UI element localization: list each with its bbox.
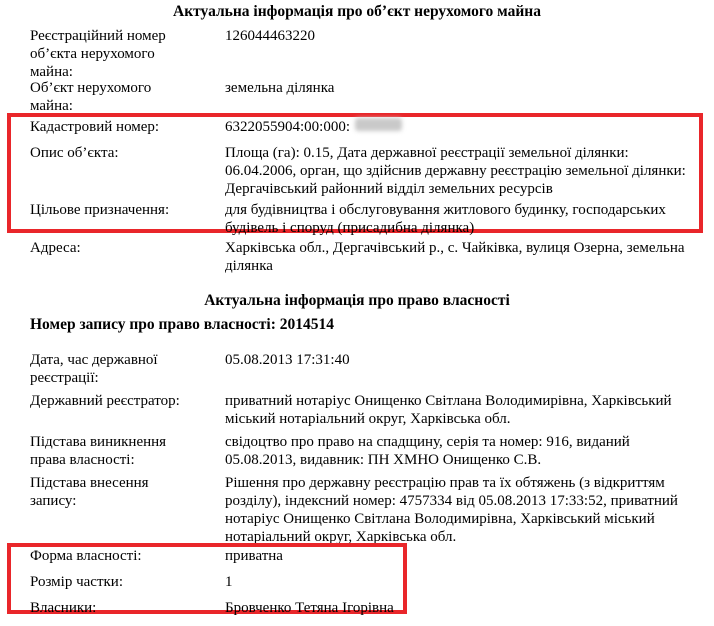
- field-value: Рішення про державну реєстрацію прав та їх обтяжень (з відкриттям розділу), індексний номер: 4757334 від 05.08.2013 17:33:52, приватний нотаріус Онищенко Світлана Володимирівна, Харківський міський нотаріальний округ, Харківська обл.: [225, 475, 678, 545]
- row-ownership-basis: [30, 433, 706, 469]
- row-registration-datetime: [30, 351, 706, 387]
- row-state-registrar: [30, 392, 706, 428]
- field-label: Державний реєстратор:: [30, 393, 180, 409]
- field-label: Опис об’єкта:: [30, 145, 119, 161]
- field-value: Площа (га): 0.15, Дата державної реєстрації земельної ділянки: 06.04.2006, орган, що здійснив державну реєстрацію земельної ділянки: Дергачівський районний відділ земельних ресурсів: [225, 145, 686, 197]
- field-label: Адреса:: [30, 240, 81, 256]
- row-object-description: [30, 144, 706, 198]
- field-label: Розмір частки:: [30, 574, 123, 590]
- field-value: свідоцтво про право на спадщину, серія та номер: 916, виданий 05.08.2013, видавник: ПН ХМНО Онищенко С.В.: [225, 434, 630, 468]
- row-designated-purpose: [30, 201, 706, 237]
- field-label: Реєстраційний номер об’єкта нерухомого майна:: [30, 28, 166, 80]
- field-value: приватна: [225, 548, 283, 564]
- section2-title: Актуальна інформація про право власності: [204, 292, 510, 309]
- field-value: Бровченко Тетяна Ігорівна: [225, 600, 394, 616]
- field-label: Дата, час державної реєстрації:: [30, 352, 158, 386]
- row-registration-number: [30, 27, 706, 81]
- row-owners: [30, 599, 706, 617]
- row-address: [30, 239, 706, 275]
- redacted-cadastral-suffix: [355, 118, 402, 131]
- field-label: Цільове призначення:: [30, 202, 170, 218]
- field-label: Підстава виникнення права власності:: [30, 434, 167, 468]
- row-share-size: [30, 573, 706, 591]
- row-ownership-form: [30, 547, 706, 565]
- field-value: 05.08.2013 17:31:40: [225, 352, 350, 368]
- section1-title: Актуальна інформація про об’єкт нерухомого майна: [173, 3, 541, 20]
- row-record-entry-basis: [30, 474, 706, 546]
- field-value: Харківська обл., Дергачівський р., с. Чайківка, вулиця Озерна, земельна ділянка: [225, 240, 685, 274]
- field-value: 126044463220: [225, 28, 315, 44]
- row-object-type: [30, 79, 706, 115]
- field-label: Підстава внесення запису:: [30, 475, 149, 509]
- field-label: Кадастровий номер:: [30, 119, 160, 135]
- field-value: для будівництва і обслуговування житлового будинку, господарських будівель і споруд (присадибна ділянка): [225, 202, 666, 236]
- field-value: 1: [225, 574, 233, 590]
- field-value: земельна ділянка: [225, 80, 335, 96]
- ownership-record-number: Номер запису про право власності: 2014514: [30, 316, 335, 333]
- field-label: Форма власності:: [30, 548, 142, 564]
- field-label: Об’єкт нерухомого майна:: [30, 80, 152, 114]
- field-label: Власники:: [30, 600, 97, 616]
- field-value: 6322055904:00:000:: [225, 119, 351, 135]
- field-value: приватний нотаріус Онищенко Світлана Володимирівна, Харківський міський нотаріальний округ, Харківська обл.: [225, 393, 672, 427]
